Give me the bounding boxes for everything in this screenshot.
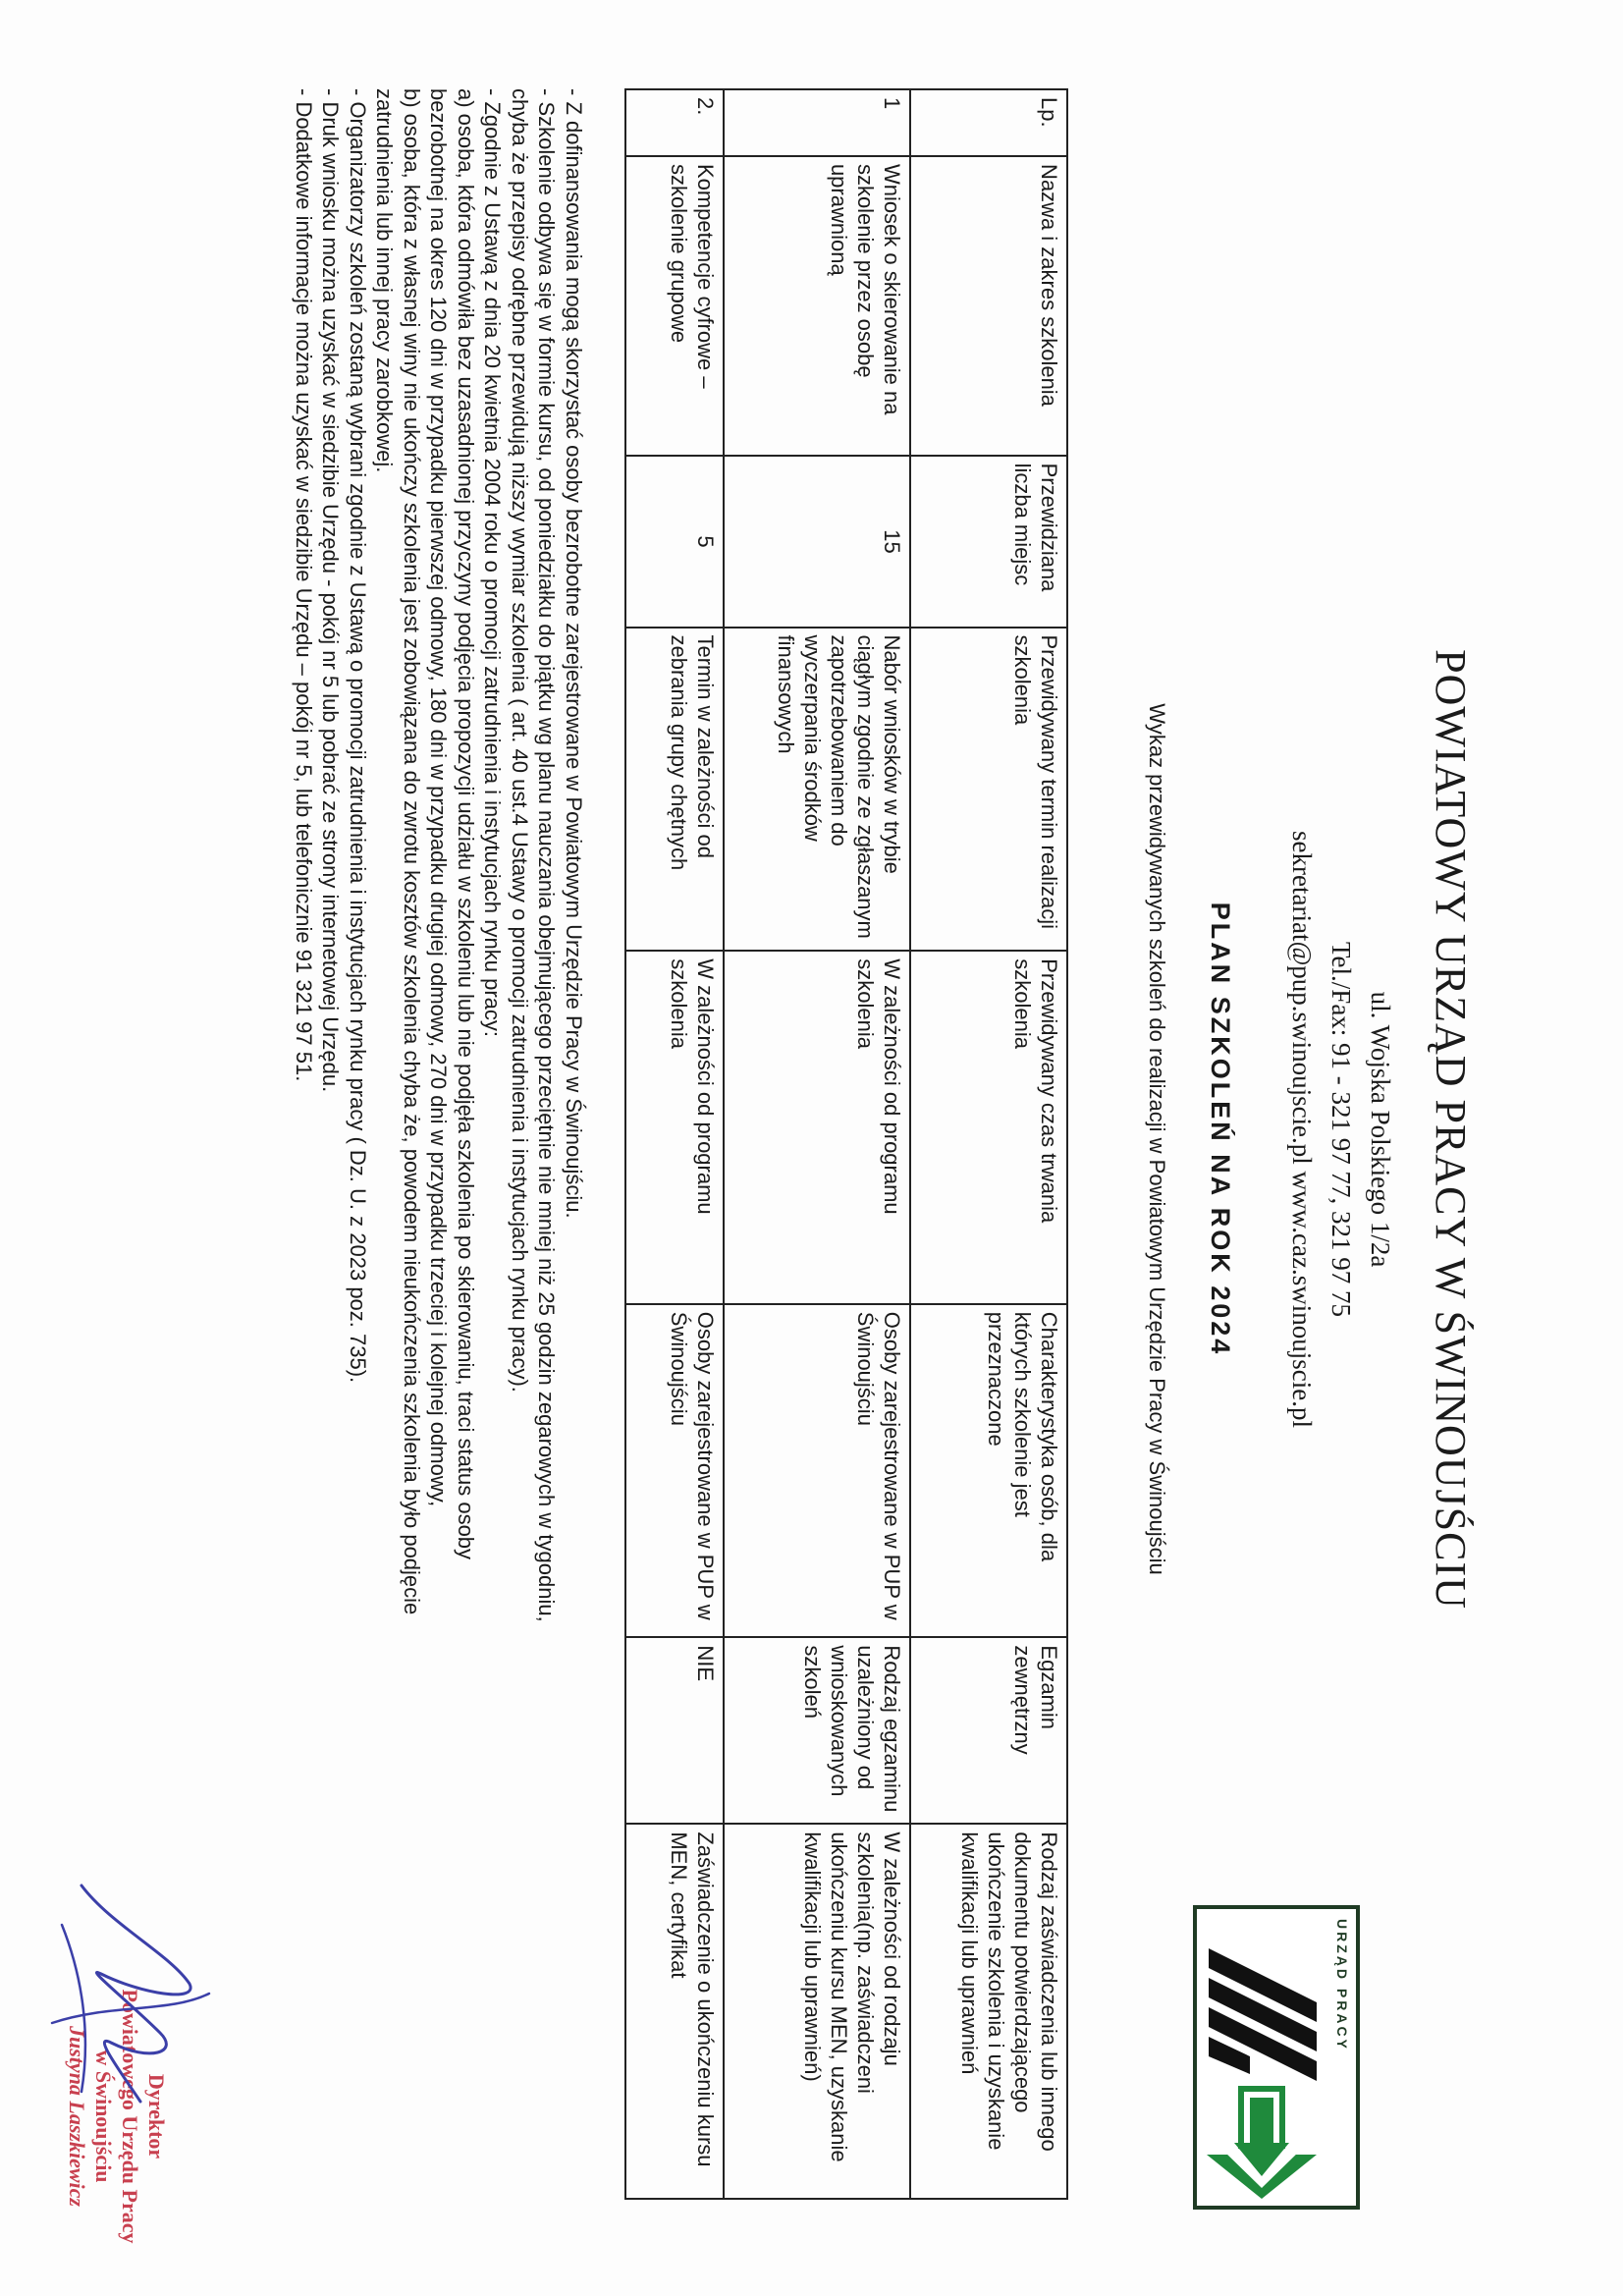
table-header-row <box>910 89 1067 2199</box>
note-line: b) osoba, która z własnej winy nie ukończy szkolenia jest zobowiązana do zwrotu kosztów szkolenia chyba że, powodem nieukończenia szkolenia było podjęcie <box>400 88 424 1615</box>
organization-phone: Tel./Fax: 91 - 321 97 77, 321 97 75 <box>1326 941 1356 1318</box>
stamp-city: w Świnoujściu <box>91 2050 116 2183</box>
cell-lp: 1 <box>724 89 910 156</box>
cell-charakterystyka: Osoby zarejestrowane w PUP w Świnoujściu <box>724 1304 910 1638</box>
header-miejsca: Przewidziana liczba miejsc <box>910 456 1067 628</box>
organization-address: ul. Wojska Polskiego 1/2a <box>1366 991 1395 1268</box>
training-plan-table <box>624 88 1068 2200</box>
note-line: zatrudnienia lub innej pracy zarobkowej. <box>372 88 398 473</box>
handwritten-signature-icon <box>32 1866 229 2121</box>
plan-subtitle: Wykaz przewidywanych szkoleń do realizacji w Powiatowym Urzędzie Pracy w Świnoujściu <box>1145 703 1169 1575</box>
plan-notes <box>291 88 588 2249</box>
logo-emblem-icon <box>1197 1909 1356 2206</box>
header-czas: Przewidywany czas trwania szkolenia <box>910 951 1067 1304</box>
header-charakterystyka: Charakterystyka osób, dla których szkolenie jest przeznaczone <box>910 1304 1067 1638</box>
logo-text: URZĄD PRACY <box>1334 1919 1350 2051</box>
cell-egzamin: Rodzaj egzaminu uzależniony od wnioskowanych szkoleń <box>724 1637 910 1824</box>
stamp-office: Powiatowego Urzędu Pracy <box>118 1989 142 2244</box>
note-line: - Druk wniosku można uzyskać w siedzibie Urzędu - pokój nr 5 lub pobrać ze strony internetowej Urzędu. <box>318 88 344 1093</box>
stamp-signatory: Justyna Laszkiewicz <box>65 2026 89 2207</box>
organization-contact: sekretariat@pup.swinoujscie.pl www.caz.swinoujscie.pl <box>1287 831 1317 1428</box>
cell-czas: W zależności od programu szkolenia <box>625 951 724 1304</box>
cell-zaswiadczenie: W zależności od rodzaju szkolenia(np. zaświadczeni ukończeniu kursu MEN, uzyskanie kwalifikacji lub uprawnień) <box>724 1824 910 2199</box>
header-lp: Lp. <box>910 89 1067 156</box>
cell-charakterystyka: Osoby zarejestrowane w PUP w Świnoujściu <box>625 1304 724 1638</box>
note-line: bezrobotnej na okres 120 dni w przypadku pierwszej odmowy, 180 dni w przypadku drugiej odmowy, 270 dni w przypadku trzeciej i kolejnej odmowy, <box>426 88 452 1507</box>
cell-miejsca: 5 <box>625 456 724 628</box>
cell-czas: W zależności od programu szkolenia <box>724 951 910 1304</box>
note-line: a) osoba, która odmówiła bez uzasadnionej przyczyny podjęcia propozycji udziału w szkoleniu lub nie podjęła szkolenia po skierowaniu, traci status osoby <box>454 88 478 1560</box>
note-line: - Szkolenie odbywa się w formie kursu, od poniedziałku do piątku wg planu nauczania obejmującego przeciętnie nie mniej niż 25 godzin zegarowych w tygodniu, <box>534 88 560 1622</box>
cell-zaswiadczenie: Zaświadczenie o ukończeniu kursu MEN, certyfikat <box>625 1824 724 2199</box>
urzad-pracy-logo <box>1193 1905 1360 2210</box>
header-termin: Przewidywany termin realizacji szkolenia <box>910 628 1067 952</box>
cell-nazwa: Wniosek o skierowanie na szkolenie przez osobę uprawnioną <box>724 156 910 456</box>
cell-egzamin: NIE <box>625 1637 724 1824</box>
cell-miejsca: 15 <box>724 456 910 628</box>
note-line: - Zgodnie z Ustawą z dnia 20 kwietnia 2004 roku o promocji zatrudnienia i instytucjach rynku pracy: <box>480 88 506 1038</box>
cell-lp: 2. <box>625 89 724 156</box>
note-line: - Organizatorzy szkoleń zostaną wybrani zgodnie z Ustawą o promocji zatrudnienia i instytucjach rynku pracy ( Dz. U. z 2023 poz. 735). <box>346 88 370 1384</box>
cell-nazwa: Kompetencje cyfrowe – szkolenie grupowe <box>625 156 724 456</box>
note-line: - Dodatkowe informacje można uzyskać w siedzibie Urzędu – pokój nr 5, lub telefonicznie 91 321 97 51. <box>292 88 316 1082</box>
table-row <box>625 89 724 2199</box>
note-line: chyba że przepisy odrębne przewidują niższy wymiar szkolenia ( art. 40 ust.4 Ustawy o promocji zatrudnienia i instytucjach rynku pracy). <box>508 88 532 1393</box>
stamp-title: Dyrektor <box>144 2073 169 2159</box>
table-row <box>724 89 910 2199</box>
cell-termin: Nabór wniosków w trybie ciągłym zgodnie ze zgłaszanym zapotrzebowaniem do wyczerpania środków finansowych <box>724 628 910 952</box>
plan-title: PLAN SZKOLEŃ NA ROK 2024 <box>1206 902 1235 1357</box>
header-zaswiadczenie: Rodzaj zaświadczenia lub innego dokumentu potwierdzającego ukończenie szkolenia i uzyskanie kwalifikacji lub uprawnień <box>910 1824 1067 2199</box>
header-nazwa: Nazwa i zakres szkolenia <box>910 156 1067 456</box>
header-egzamin: Egzamin zewnętrzny <box>910 1637 1067 1824</box>
cell-termin: Termin w zależności od zebrania grupy chętnych <box>625 628 724 952</box>
organization-name: POWIATOWY URZĄD PRACY W ŚWINOUJŚCIU <box>1427 649 1475 1610</box>
note-line: - Z dofinansowania mogą skorzystać osoby bezrobotne zarejestrowane w Powiatowym Urzędzie Pracy w Świnoujściu. <box>562 88 586 1219</box>
